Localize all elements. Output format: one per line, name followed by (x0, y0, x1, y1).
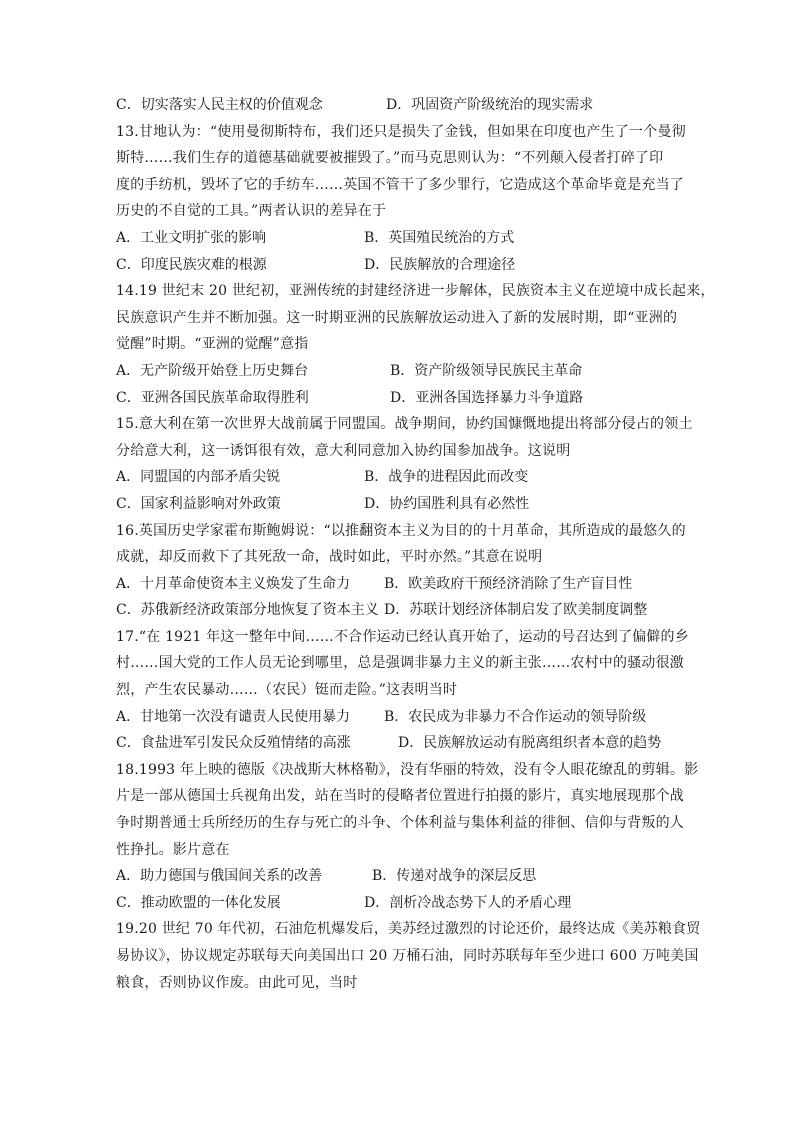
question-17 (116, 624, 688, 757)
q14-stem-line: 觉醒”时期。“亚洲的觉醒”意指 (116, 336, 309, 353)
q15-option-a: A．同盟国的内部矛盾尖锐 (116, 469, 281, 486)
q17-option-c: C．食盐进军引发民众反殖情绪的高涨 (116, 735, 351, 752)
q13-option-c: C．印度民族灾难的根源 (116, 256, 267, 273)
q18-stem-line: 性挣扎。影片意在 (116, 841, 230, 858)
q13-option-b: B．英国殖民统治的方式 (364, 229, 515, 246)
question-13 (116, 119, 688, 279)
q15-stem-line: 15.意大利在第一次世界大战前属于同盟国。战争期间，协约国慷慨地提出将部分侵占的领土 (116, 416, 693, 433)
q12-options-cd (116, 92, 688, 119)
q15-option-c: C．国家利益影响对外政策 (116, 495, 281, 512)
q13-options-cd (116, 252, 688, 279)
q13-options-ab (116, 225, 688, 252)
q18-option-d: D．剖析冷战态势下人的矛盾心理 (364, 894, 572, 911)
q17-options-cd (116, 730, 688, 757)
q18-stem-line: 争时期普通士兵所经历的生存与死亡的斗争、个体利益与集体利益的徘徊、信仰与背叛的人 (116, 815, 684, 832)
q14-options-ab (116, 358, 688, 385)
q17-stem-line: 17.“在 1921 年这一整年中间……不合作运动已经认真开始了，运动的号召达到了偏僻的乡 (116, 628, 689, 645)
question-15 (116, 411, 693, 517)
q17-options-ab (116, 704, 688, 731)
q15-options-ab (116, 464, 688, 491)
q16-stem-line: 16.英国历史学家霍布斯鲍姆说：“以推翻资本主义为目的的十月革命，其所造成的最悠久的 (116, 522, 686, 539)
q18-option-b: B．传递对战争的深层反思 (372, 868, 537, 885)
q14-stem-line: 民族意识产生并不断加强。这一时期亚洲的民族解放运动进入了新的发展时期，即“亚洲的 (116, 309, 678, 326)
q13-stem-line: 历史的不自觉的工具。”两者认识的差异在于 (116, 203, 387, 220)
q19-stem-line: 19.20 世纪 70 年代初，石油危机爆发后，美苏经过激烈的讨论还价，最终达成《美苏粮食贸 (116, 921, 701, 938)
q19-stem-line: 粮食，否则协议作废。由此可见，当时 (116, 974, 358, 991)
q13-option-a: A．工业文明扩张的影响 (116, 229, 267, 246)
q13-option-d: D．民族解放的合理途径 (364, 256, 516, 273)
q18-stem-line: 片是一部从德国士兵视角出发，站在当时的侵略者位置进行拍摄的影片，真实地展现那个战 (116, 788, 684, 805)
q16-options-ab (116, 571, 688, 598)
q18-options-ab (116, 863, 688, 890)
q14-stem-line: 14.19 世纪末 20 世纪初，亚洲传统的封建经济进一步解体，民族资本主义在逆境中成长起来， (116, 283, 715, 300)
q16-options-cd (116, 597, 688, 624)
question-content (116, 92, 715, 996)
q15-option-d: D．协约国胜利具有必然性 (364, 495, 530, 512)
q16-stem-line: 成就，却反而救下了其死敌一命，战时如此，平时亦然。”其意在说明 (116, 549, 543, 566)
q13-stem-line: 13.甘地认为：“使用曼彻斯特布，我们还只是损失了金钱，但如果在印度也产生了一个曼彻 (116, 123, 686, 140)
q14-option-d: D．亚洲各国选择暴力斗争道路 (390, 389, 584, 406)
q12-option-c: C．切实落实人民主权的价值观念 (116, 97, 323, 113)
q14-option-b: B．资产阶级领导民族民主革命 (390, 362, 583, 379)
q16-option-c: C．苏俄新经济政策部分地恢复了资本主义 (116, 602, 379, 619)
question-19 (116, 916, 701, 996)
q16-option-b: B．欧美政府干预经济消除了生产盲目性 (384, 575, 633, 592)
q17-option-b: B．农民成为非暴力不合作运动的领导阶级 (384, 708, 647, 725)
q12-option-d: D．巩固资产阶级统治的现实需求 (386, 97, 594, 113)
q15-option-b: B．战争的进程因此而改变 (364, 469, 529, 486)
q16-option-a: A．十月革命使资本主义焕发了生命力 (116, 575, 351, 592)
q14-option-a: A．无产阶级开始登上历史舞台 (116, 362, 309, 379)
q18-stem-line: 18.1993 年上映的德版《决战斯大林格勒》，没有华丽的特效，没有令人眼花缭乱的剪辑。影 (116, 761, 699, 778)
q16-option-d: D．苏联计划经济体制启发了欧美制度调整 (384, 602, 648, 619)
q15-stem-line: 分给意大利，这一诱饵很有效，意大利同意加入协约国参加战争。这说明 (116, 442, 571, 459)
q17-option-d: D．民族解放运动有脱离组织者本意的趋势 (398, 735, 662, 752)
q14-options-cd (116, 385, 688, 412)
question-18 (116, 757, 699, 917)
q17-stem-line: 烈，产生农民暴动……（农民）铤而走险。”这表明当时 (116, 682, 458, 699)
q13-stem-line: 斯特……我们生存的道德基础就要被摧毁了。”而马克思则认为：“不列颠入侵者打碎了印 (116, 150, 664, 167)
question-16 (116, 518, 688, 624)
q18-option-a: A．助力德国与俄国间关系的改善 (116, 868, 323, 885)
q15-options-cd (116, 491, 688, 518)
q18-option-c: C．推动欧盟的一体化发展 (116, 894, 281, 911)
question-14 (116, 278, 715, 411)
q17-stem-line: 村……国大党的工作人员无论到哪里，总是强调非暴力主义的新主张……农村中的骚动很激 (116, 655, 684, 672)
q14-option-c: C．亚洲各国民族革命取得胜利 (116, 389, 309, 406)
q13-stem-line: 度的手纺机，毁坏了它的手纺车……英国不管干了多少罪行，它造成这个革命毕竟是充当了 (116, 176, 684, 193)
q19-stem-line: 易协议》，协议规定苏联每天向美国出口 20 万桶石油，同时苏联每年至少进口 600 万吨美国 (116, 948, 699, 964)
q17-option-a: A．甘地第一次没有谴责人民使用暴力 (116, 708, 351, 725)
q18-options-cd (116, 890, 688, 917)
